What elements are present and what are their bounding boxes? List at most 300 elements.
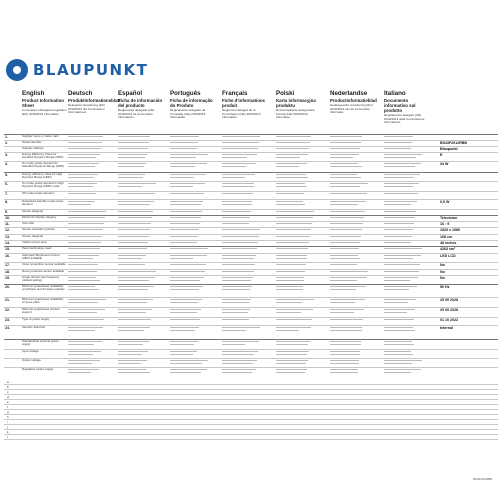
translated-text-line — [170, 312, 197, 313]
column-header-sub: Gedelegeerde verordening (EU) 2019/2013 van de Commissie Informatie — [330, 103, 373, 115]
translated-text-line — [118, 369, 146, 370]
translated-text-line — [330, 204, 358, 205]
footnote-letter: b — [7, 385, 9, 389]
translated-text-line — [276, 201, 303, 202]
row-description: Voice recognition sensor available — [22, 262, 66, 266]
translated-text-line — [330, 369, 358, 370]
translated-text-line — [330, 211, 365, 212]
translated-text-line — [384, 354, 413, 355]
translated-text-line — [170, 193, 204, 194]
translated-text-line — [384, 223, 414, 224]
row-description: Supplier name or trade mark — [22, 134, 59, 138]
translated-text-line — [170, 319, 200, 320]
row-value: Blaupunkt — [440, 147, 458, 151]
footnote-divider — [4, 389, 498, 390]
translated-text-line — [384, 280, 410, 281]
translated-text-line — [170, 217, 201, 218]
translated-text-line — [170, 363, 202, 364]
translated-text-line — [170, 302, 198, 303]
translated-text-line — [222, 154, 257, 155]
translated-text-line — [222, 271, 254, 272]
translated-text-line — [276, 136, 311, 137]
column-header-lang: Français — [222, 90, 248, 97]
translated-text-line — [170, 344, 194, 345]
translated-text-line — [384, 344, 414, 345]
translated-text-line — [384, 360, 422, 361]
footnote-letter: d — [7, 395, 9, 399]
translated-text-line — [330, 309, 364, 310]
translated-text-line — [222, 354, 254, 355]
translated-text-line — [68, 186, 93, 187]
row-number: 23. — [5, 318, 10, 322]
row-number: 13. — [5, 235, 10, 239]
translated-text-line — [170, 242, 197, 243]
translated-text-line — [118, 312, 146, 313]
footnote-divider — [4, 409, 498, 410]
translated-text-line — [68, 330, 95, 331]
translated-text-line — [68, 166, 95, 167]
translated-text-line — [276, 255, 307, 256]
translated-text-line — [170, 372, 201, 373]
translated-text-line — [330, 258, 360, 259]
translated-text-line — [276, 174, 306, 175]
translated-text-line — [384, 330, 415, 331]
column-header-sub: Delegierte Verordnung (EU) 2019/2013 der Kommission Informationen — [68, 103, 106, 115]
translated-text-line — [118, 186, 142, 187]
row-description: Standardised external power supply — [22, 339, 59, 347]
footnote-divider — [4, 414, 498, 415]
translated-text-line — [68, 204, 91, 205]
translated-text-line — [276, 186, 307, 187]
translated-text-line — [330, 330, 362, 331]
row-value: 48 inches — [440, 241, 457, 245]
column-header-title: Productinformatieblad — [330, 98, 377, 103]
translated-text-line — [330, 289, 356, 290]
translated-text-line — [276, 258, 307, 259]
footnote-letter: i — [7, 420, 8, 424]
translated-text-line — [68, 286, 95, 287]
row-value: E — [440, 153, 443, 157]
translated-text-line — [276, 154, 308, 155]
translated-text-line — [170, 309, 201, 310]
translated-text-line — [384, 242, 411, 243]
translated-text-line — [276, 319, 312, 320]
row-description: Output voltage — [22, 358, 41, 362]
translated-text-line — [276, 360, 308, 361]
translated-text-line — [118, 136, 150, 137]
translated-text-line — [384, 204, 411, 205]
row-description: Room presence sensor available — [22, 269, 65, 273]
row-number: 19. — [5, 276, 10, 280]
translated-text-line — [170, 351, 197, 352]
row-description: Visible screen area — [22, 240, 47, 244]
translated-text-line — [170, 258, 193, 259]
translated-text-line — [222, 193, 253, 194]
translated-text-line — [222, 360, 257, 361]
translated-text-line — [330, 236, 361, 237]
translated-text-line — [330, 229, 362, 230]
translated-text-line — [276, 223, 312, 224]
translated-text-line — [68, 280, 100, 281]
translated-text-line — [330, 242, 360, 243]
translated-text-line — [68, 299, 106, 300]
translated-text-line — [384, 319, 414, 320]
translated-text-line — [222, 302, 249, 303]
translated-text-line — [68, 341, 102, 342]
column-header — [384, 90, 430, 130]
footnote-divider — [4, 424, 498, 425]
translated-text-line — [276, 193, 304, 194]
row-number: 6. — [5, 182, 8, 186]
row-number: 9. — [5, 210, 8, 214]
translated-text-line — [68, 312, 97, 313]
translated-text-line — [118, 258, 142, 259]
row-description: Energy efficiency class for High Dynamic Range (HDR) — [22, 172, 63, 180]
translated-text-line — [384, 289, 409, 290]
translated-text-line — [384, 229, 413, 230]
translated-text-line — [118, 201, 154, 202]
row-value: 108 cm — [440, 235, 453, 239]
translated-text-line — [170, 201, 203, 202]
row-number: 11. — [5, 222, 10, 226]
row-value: 34 W — [440, 162, 449, 166]
translated-text-line — [384, 177, 414, 178]
footnote-letter: j — [7, 425, 8, 429]
translated-text-line — [276, 372, 305, 373]
translated-text-line — [384, 236, 412, 237]
translated-text-line — [222, 299, 251, 300]
footer-reference: BS43F2012RBB — [472, 478, 492, 481]
translated-text-line — [222, 277, 253, 278]
footnote-letter: g — [7, 410, 9, 414]
translated-text-line — [384, 211, 416, 212]
translated-text-line — [222, 166, 246, 167]
footnote-letter: a — [7, 380, 9, 384]
translated-text-line — [118, 280, 149, 281]
translated-text-line — [170, 299, 202, 300]
row-value: No — [440, 276, 445, 280]
column-header-lang: Español — [118, 90, 143, 97]
footnote-divider — [4, 404, 498, 405]
row-description: Automatic Brightness Control (ABC) available — [22, 253, 60, 261]
footnote-divider — [4, 429, 498, 430]
translated-text-line — [68, 351, 101, 352]
translated-text-line — [118, 330, 144, 331]
row-value: Television — [440, 216, 458, 220]
translated-text-line — [170, 271, 205, 272]
translated-text-line — [118, 277, 155, 278]
translated-text-line — [222, 286, 252, 287]
translated-text-line — [68, 360, 100, 361]
row-value: 4263 cm² — [440, 247, 456, 251]
translated-text-line — [384, 148, 411, 149]
translated-text-line — [170, 157, 196, 158]
translated-text-line — [68, 302, 98, 303]
translated-text-line — [118, 327, 150, 328]
translated-text-line — [118, 341, 149, 342]
translated-text-line — [170, 229, 199, 230]
row-value: BS43F2012RBB — [440, 141, 467, 145]
row-description: On mode power demand for Standard Dynamic Range (SDR) — [22, 161, 64, 169]
translated-text-line — [68, 242, 101, 243]
translated-text-line — [384, 217, 415, 218]
translated-text-line — [118, 289, 148, 290]
footnote-letter: e — [7, 400, 9, 404]
translated-text-line — [222, 258, 254, 259]
row-description: Regulated power supply — [22, 367, 54, 371]
translated-text-line — [330, 319, 363, 320]
row-number: 3. — [5, 153, 8, 157]
translated-text-line — [170, 330, 195, 331]
translated-text-line — [170, 236, 198, 237]
row-value: No — [440, 270, 445, 274]
translated-text-line — [170, 154, 208, 155]
translated-text-line — [222, 255, 256, 256]
row-description: Screen diagonal — [22, 234, 43, 238]
translated-text-line — [170, 289, 199, 290]
translated-text-line — [384, 372, 411, 373]
column-header-title: Karta informacyjna produktu — [276, 98, 316, 108]
translated-text-line — [384, 166, 415, 167]
translated-text-line — [222, 248, 257, 249]
translated-text-line — [330, 142, 361, 143]
column-header-title: Product Information Sheet — [22, 98, 64, 108]
translated-text-line — [170, 360, 208, 361]
translated-text-line — [222, 264, 255, 265]
row-description: Supplier address — [22, 146, 44, 150]
translated-text-line — [170, 142, 198, 143]
translated-text-line — [276, 204, 305, 205]
translated-text-line — [68, 229, 103, 230]
translated-text-line — [68, 154, 100, 155]
translated-text-line — [330, 154, 359, 155]
translated-text-line — [384, 258, 413, 259]
translated-text-line — [276, 341, 310, 342]
translated-text-line — [330, 157, 353, 158]
row-value: 01 10 2022 — [440, 318, 458, 322]
translated-text-line — [276, 286, 303, 287]
translated-text-line — [68, 363, 92, 364]
footnote-divider — [4, 394, 498, 395]
footnote-divider — [4, 384, 498, 385]
translated-text-line — [118, 204, 150, 205]
translated-text-line — [118, 177, 143, 178]
translated-text-line — [118, 157, 145, 158]
translated-text-line — [330, 277, 367, 278]
translated-text-line — [384, 277, 418, 278]
translated-text-line — [68, 271, 97, 272]
translated-text-line — [68, 258, 93, 259]
footnote-letter: h — [7, 415, 9, 419]
translated-text-line — [384, 309, 415, 310]
translated-text-line — [330, 302, 355, 303]
translated-text-line — [276, 217, 313, 218]
translated-text-line — [384, 369, 421, 370]
translated-text-line — [68, 344, 94, 345]
footnote-divider — [4, 399, 498, 400]
translated-text-line — [384, 341, 412, 342]
translated-text-line — [222, 363, 253, 364]
translated-text-line — [68, 248, 100, 249]
translated-text-line — [222, 201, 252, 202]
translated-text-line — [118, 264, 145, 265]
translated-text-line — [276, 177, 308, 178]
column-header-sub: Règlement délégué de la Commission (UE) 2019/2013 Information — [222, 108, 261, 120]
column-header-lang: Português — [170, 90, 201, 97]
translated-text-line — [384, 286, 417, 287]
translated-text-line — [276, 289, 303, 290]
translated-text-line — [170, 354, 193, 355]
translated-text-line — [222, 319, 249, 320]
translated-text-line — [330, 183, 368, 184]
translated-text-line — [118, 148, 148, 149]
translated-text-line — [384, 302, 408, 303]
translated-text-line — [68, 193, 96, 194]
translated-text-line — [222, 157, 247, 158]
column-header — [118, 90, 164, 130]
translated-text-line — [276, 351, 309, 352]
translated-text-line — [276, 248, 308, 249]
row-description: Screen diagonal — [22, 209, 43, 213]
translated-text-line — [276, 211, 314, 212]
translated-text-line — [222, 369, 256, 370]
translated-text-line — [68, 289, 99, 290]
translated-text-line — [330, 163, 358, 164]
column-header-title: Produktinformationsblatt — [68, 98, 121, 103]
row-description: Model identifier — [22, 140, 42, 144]
translated-text-line — [170, 174, 206, 175]
translated-text-line — [384, 327, 413, 328]
footnote-letter: l — [7, 435, 8, 439]
row-number: 24. — [5, 326, 10, 330]
translated-text-line — [222, 312, 248, 313]
column-header-sub: Regolamento delegato (UE) 2019/2013 della Commissione Informazioni — [384, 113, 425, 125]
translated-text-line — [68, 319, 104, 320]
translated-text-line — [170, 163, 207, 164]
translated-text-line — [276, 163, 307, 164]
translated-text-line — [68, 174, 98, 175]
translated-text-line — [68, 223, 104, 224]
translated-text-line — [170, 136, 199, 137]
translated-text-line — [276, 327, 311, 328]
column-header — [68, 90, 121, 130]
row-number: 20. — [5, 285, 10, 289]
row-description: Panel technology used — [22, 246, 52, 250]
column-header — [22, 90, 68, 130]
row-value: Internal — [440, 326, 453, 330]
translated-text-line — [276, 271, 305, 272]
translated-text-line — [384, 264, 420, 265]
translated-text-line — [118, 217, 152, 218]
translated-text-line — [222, 204, 252, 205]
translated-text-line — [276, 183, 305, 184]
translated-text-line — [330, 341, 361, 342]
translated-text-line — [170, 341, 198, 342]
translated-text-line — [276, 363, 306, 364]
translated-text-line — [276, 264, 306, 265]
translated-text-line — [118, 174, 145, 175]
translated-text-line — [118, 166, 144, 167]
footnote-letter: f — [7, 405, 8, 409]
translated-text-line — [222, 174, 255, 175]
translated-text-line — [384, 136, 413, 137]
translated-text-line — [222, 142, 259, 143]
translated-text-line — [222, 186, 254, 187]
translated-text-line — [384, 157, 416, 158]
translated-text-line — [118, 211, 153, 212]
row-value: 25 09 2028 — [440, 308, 458, 312]
translated-text-line — [118, 163, 146, 164]
translated-text-line — [276, 280, 304, 281]
row-number: 7. — [5, 192, 8, 196]
translated-text-line — [330, 255, 358, 256]
translated-text-line — [384, 193, 418, 194]
translated-text-line — [222, 289, 250, 290]
translated-text-line — [170, 286, 203, 287]
translated-text-line — [118, 286, 154, 287]
translated-text-line — [222, 177, 245, 178]
translated-text-line — [276, 302, 302, 303]
translated-text-line — [170, 280, 200, 281]
translated-text-line — [330, 299, 365, 300]
translated-text-line — [330, 372, 358, 373]
translated-text-line — [222, 242, 258, 243]
translated-text-line — [330, 177, 361, 178]
row-number: 15. — [5, 247, 10, 251]
row-number: 14. — [5, 241, 10, 245]
column-header-title: Documento informativo sul prodotto — [384, 98, 416, 113]
translated-text-line — [276, 369, 307, 370]
translated-text-line — [118, 302, 147, 303]
translated-text-line — [118, 193, 155, 194]
translated-text-line — [384, 154, 422, 155]
translated-text-line — [68, 201, 95, 202]
translated-text-line — [118, 372, 150, 373]
translated-text-line — [68, 177, 94, 178]
translated-text-line — [68, 136, 103, 137]
translated-text-line — [276, 309, 313, 310]
translated-text-line — [330, 344, 361, 345]
column-header-sub: Regulamento delegado da Comissão (UE) 2019/2013 Informação — [170, 108, 206, 120]
column-header-lang: Polski — [276, 90, 295, 97]
column-header-title: Fiche d'informations produit — [222, 98, 266, 108]
row-description: Internal / External — [22, 325, 45, 329]
translated-text-line — [330, 201, 366, 202]
column-header-sub: Commission delegated regulation (EU) 2019/2013 Information — [22, 108, 67, 116]
brand-wordmark: BLAUPUNKT — [33, 61, 149, 79]
row-number: 12. — [5, 228, 10, 232]
translated-text-line — [384, 299, 416, 300]
translated-text-line — [222, 330, 246, 331]
translated-text-line — [118, 360, 147, 361]
footnote-divider — [4, 439, 498, 440]
translated-text-line — [222, 236, 259, 237]
translated-text-line — [222, 309, 250, 310]
translated-text-line — [222, 327, 260, 328]
column-header-lang: Nederlandse — [330, 90, 368, 97]
row-number: 22. — [5, 308, 10, 312]
row-number: 21. — [5, 298, 10, 302]
translated-text-line — [222, 351, 258, 352]
translated-text-line — [330, 327, 362, 328]
translated-text-line — [68, 217, 105, 218]
translated-text-line — [276, 277, 304, 278]
translated-text-line — [330, 351, 360, 352]
translated-text-line — [330, 354, 360, 355]
row-value: LED LCD — [440, 254, 456, 258]
column-header — [330, 90, 376, 130]
translated-text-line — [384, 351, 411, 352]
